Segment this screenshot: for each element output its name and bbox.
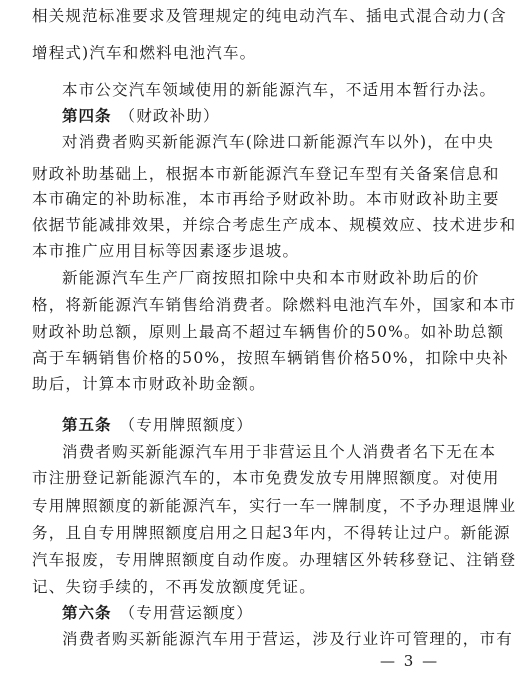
paragraph-line: 专用牌照额度的新能源汽车，实行一车一牌制度，不予办理退牌业 [32, 497, 517, 515]
paragraph-line: 消费者购买新能源汽车用于非营运且个人消费者名下无在本 [62, 443, 497, 461]
paragraph-line: 新能源汽车生产厂商按照扣除中央和本市财政补助后的价 [62, 269, 480, 287]
paragraph-line: 相关规范标准要求及管理规定的纯电动汽车、插电式混合动力(含 [32, 7, 507, 25]
paragraph-line: 市注册登记新能源汽车的，本市免费发放专用牌照额度。对使用 [32, 469, 500, 487]
article-title: （财政补助） [119, 107, 220, 125]
article-title: （专用牌照额度） [119, 416, 254, 434]
paragraph-line: 对消费者购买新能源汽车(除进口新能源汽车以外)，在中央 [62, 133, 494, 151]
paragraph-line: 本市推广应用目标等因素逐步退坡。 [32, 242, 300, 260]
article-heading-4 [62, 106, 502, 126]
paragraph-line: 助后，计算本市财政补助金额。 [32, 375, 266, 393]
article-number: 第六条 [62, 604, 112, 622]
article-heading-6 [62, 603, 502, 623]
article-heading-5 [62, 415, 502, 435]
paragraph-line: 消费者购买新能源汽车用于营运，涉及行业许可管理的，市有 [62, 630, 513, 648]
paragraph-line: 财政补助基础上，根据本市新能源汽车登记车型有关备案信息和 [32, 165, 500, 183]
paragraph-line: 本市确定的补助标准，本市再给予财政补助。本市财政补助主要 [32, 190, 500, 208]
page-number: — 3 — [380, 652, 440, 670]
article-title: （专用营运额度） [119, 604, 254, 622]
paragraph-line: 增程式)汽车和燃料电池汽车。 [32, 44, 257, 62]
paragraph-line: 依据节能减排效果，并综合考虑生产成本、规模效应、技术进步和 [32, 216, 517, 234]
paragraph-line: 财政补助总额，原则上最高不超过车辆售价的50%。如补助总额 [32, 323, 505, 341]
article-number: 第四条 [62, 107, 112, 125]
paragraph-line: 汽车报废，专用牌照额度自动作废。办理辖区外转移登记、注销登 [32, 551, 517, 569]
paragraph-line: 记、失窃手续的，不再发放额度凭证。 [32, 578, 316, 596]
paragraph-line: 高于车辆销售价格的50%，按照车辆销售价格50%，扣除中央补 [32, 349, 509, 367]
article-number: 第五条 [62, 416, 112, 434]
paragraph-line: 务，且自专用牌照额度启用之日起3年内，不得转让过户。新能源 [32, 524, 511, 542]
paragraph-line: 格，将新能源汽车销售给消费者。除燃料电池汽车外，国家和本市 [32, 296, 517, 314]
paragraph-line: 本市公交汽车领域使用的新能源汽车，不适用本暂行办法。 [62, 81, 497, 99]
